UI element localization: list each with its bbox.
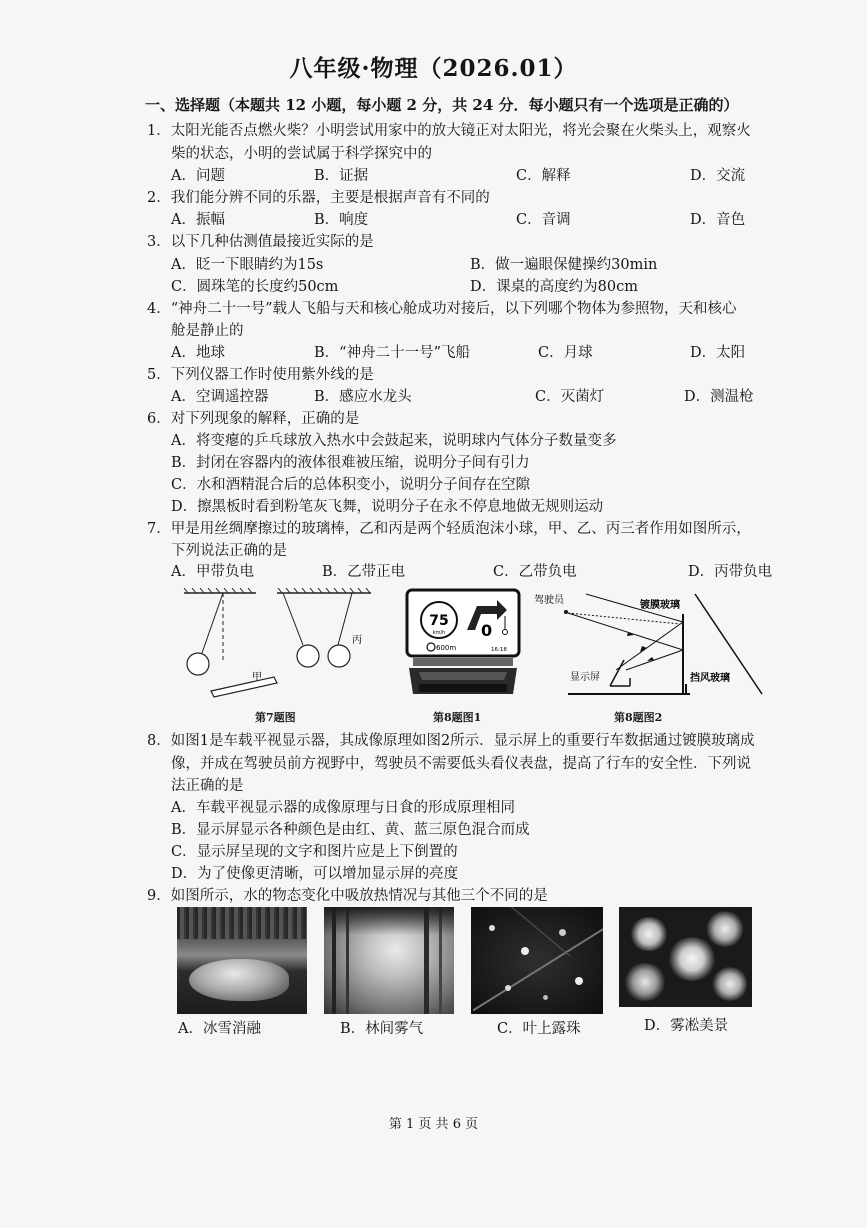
q3-option-c: C．圆珠笔的长度约50cm — [171, 279, 339, 295]
caption-figure-8-1: 第8题图1 — [433, 711, 482, 724]
q3-option-a: A．眨一下眼睛约为15s — [171, 257, 324, 273]
q7-stem-line2: 下列说法正确的是 — [171, 543, 287, 559]
q8-option-b: B．显示屏显示各种颜色是由红、黄、蓝三原色混合而成 — [171, 822, 530, 838]
q6-option-a: A．将变瘪的乒乓球放入热水中会鼓起来，说明球内气体分子数量变多 — [171, 433, 617, 449]
hud-distance: 600m — [436, 644, 457, 652]
hud-lane: 0 — [481, 621, 493, 640]
q3-stem: 3．以下几种估测值最接近实际的是 — [147, 234, 374, 250]
q1-option-b: B．证据 — [314, 168, 369, 184]
q5-option-d: D．测温枪 — [684, 389, 754, 405]
q1-stem-line1: 1．太阳光能否点燃火柴？小明尝试用家中的放大镜正对太阳光，将光会聚在火柴头上，观察火 — [147, 123, 751, 139]
label-windshield: 挡风玻璃 — [690, 673, 730, 684]
page-title: 八年级·物理（2026.01） — [289, 55, 578, 82]
q8-stem-line3: 法正确的是 — [171, 778, 244, 794]
q1-option-c: C．解释 — [516, 168, 571, 184]
q4-option-b: B．“神舟二十一号”飞船 — [314, 345, 470, 361]
q4-option-c: C．月球 — [538, 345, 593, 361]
q2-option-c: C．音调 — [516, 212, 571, 228]
q7-option-c: C．乙带负电 — [493, 564, 577, 580]
q1-option-d: D．交流 — [690, 168, 746, 184]
figure-8-1-hud-device — [405, 588, 523, 700]
q5-option-b: B．感应水龙头 — [314, 389, 412, 405]
q1-option-a: A．问题 — [171, 168, 225, 184]
figure-8-2-optics-diagram — [530, 588, 770, 702]
photo-dew-on-leaf — [471, 907, 603, 1014]
label-driver: 驾驶员 — [534, 595, 564, 606]
q6-option-b: B．封闭在容器内的液体很难被压缩，说明分子间有引力 — [171, 455, 530, 471]
q6-option-d: D．擦黑板时看到粉笔灰飞舞，说明分子在永不停息地做无规则运动 — [171, 499, 604, 515]
photo-forest-fog — [324, 907, 454, 1014]
q2-option-a: A．振幅 — [171, 212, 225, 228]
q7-option-a: A．甲带负电 — [171, 564, 254, 580]
q4-stem-line1: 4．“神舟二十一号”载人飞船与天和核心舱成功对接后，以下列哪个物体为参照物，天和核心 — [147, 301, 737, 317]
q2-stem: 2．我们能分辨不同的乐器，主要是根据声音有不同的 — [147, 190, 490, 206]
label-coated-glass: 镀膜玻璃 — [640, 600, 680, 611]
q9-option-c: C．叶上露珠 — [497, 1021, 581, 1037]
q9-option-a: A．冰雪消融 — [178, 1021, 261, 1037]
q7-stem-line1: 7．甲是用丝绸摩擦过的玻璃棒，乙和丙是两个轻质泡沫小球，甲、乙、丙三者作用如图所示， — [147, 521, 751, 537]
q9-stem: 9．如图所示，水的物态变化中吸放热情况与其他三个不同的是 — [147, 888, 548, 904]
q5-stem: 5．下列仪器工作时使用紫外线的是 — [147, 367, 374, 383]
q2-option-b: B．响度 — [314, 212, 369, 228]
hud-speed-unit: km/h — [432, 630, 446, 636]
q1-stem-line2: 柴的状态，小明的尝试属于科学探究中的 — [171, 146, 432, 162]
page-footer: 第 1 页 共 6 页 — [388, 1117, 479, 1132]
section-heading: 一、选择题（本题共 12 小题，每小题 2 分，共 24 分．每小题只有一个选项是正确的） — [145, 96, 739, 114]
figure-7-charged-balls — [178, 588, 378, 702]
q4-option-a: A．地球 — [171, 345, 225, 361]
label-display: 显示屏 — [570, 672, 600, 683]
q8-option-c: C．显示屏呈现的文字和图片应是上下倒置的 — [171, 844, 458, 860]
q2-option-d: D．音色 — [690, 212, 746, 228]
photo-ice-melting — [177, 907, 307, 1014]
q5-option-a: A．空调遥控器 — [171, 389, 269, 405]
q8-stem-line2: 像，并成在驾驶员前方视野中，驾驶员不需要低头看仪表盘，提高了行车的安全性．下列说 — [171, 756, 751, 772]
q5-option-c: C．灭菌灯 — [535, 389, 605, 405]
caption-figure-8-2: 第8题图2 — [614, 711, 663, 724]
caption-figure-7: 第7题图 — [255, 711, 296, 724]
q7-option-d: D．丙带负电 — [688, 564, 773, 580]
label-bing: 丙 — [352, 635, 362, 646]
label-jia: 甲 — [252, 672, 262, 683]
q4-stem-line2: 舱是静止的 — [171, 323, 244, 339]
q8-option-a: A．车载平视显示器的成像原理与日食的形成原理相同 — [171, 800, 515, 816]
q6-stem: 6．对下列现象的解释，正确的是 — [147, 411, 360, 427]
q7-option-b: B．乙带正电 — [322, 564, 406, 580]
hud-speed: 75 — [429, 613, 449, 629]
q3-option-d: D．课桌的高度约为80cm — [470, 279, 638, 295]
hud-clock: 16:18 — [491, 647, 507, 653]
q4-option-d: D．太阳 — [690, 345, 746, 361]
photo-rime-scenery — [619, 907, 752, 1007]
q8-stem-line1: 8．如图1是车载平视显示器，其成像原理如图2所示．显示屏上的重要行车数据通过镀膜玻璃成 — [147, 733, 755, 749]
q8-option-d: D．为了使像更清晰，可以增加显示屏的亮度 — [171, 866, 459, 882]
q6-option-c: C．水和酒精混合后的总体积变小，说明分子间存在空隙 — [171, 477, 531, 493]
q9-option-d: D．雾凇美景 — [644, 1018, 729, 1034]
q3-option-b: B．做一遍眼保健操约30min — [470, 257, 658, 273]
q9-option-b: B．林间雾气 — [340, 1021, 424, 1037]
